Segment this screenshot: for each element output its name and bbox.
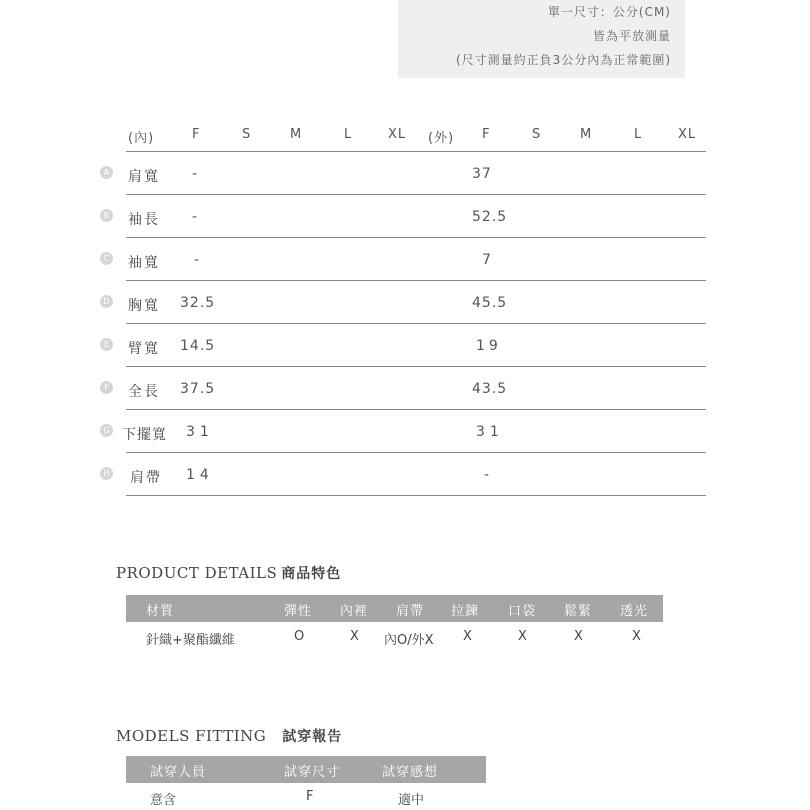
inner-f-value: - <box>192 209 199 225</box>
value-material: 針織+聚酯纖維 <box>146 633 235 648</box>
value-model: 意含 <box>150 793 177 808</box>
inner-f-value: 14 <box>186 467 214 483</box>
header-fit-size: 試穿尺寸 <box>284 765 341 780</box>
size-row <box>103 195 706 238</box>
measure-name: 袖長 <box>128 212 160 228</box>
size-table-header <box>126 120 706 152</box>
value-sheerness: X <box>632 629 641 644</box>
outer-size-l: L <box>634 127 643 142</box>
size-row <box>103 410 706 453</box>
size-row <box>103 453 706 496</box>
size-row <box>103 238 706 281</box>
inner-label: (內) <box>128 131 155 146</box>
header-zipper: 拉鍊 <box>451 604 480 619</box>
value-elastic-band: X <box>574 629 583 644</box>
product-details-title-zh: 商品特色 <box>281 566 342 582</box>
header-fit-feeling: 試穿感想 <box>382 765 439 780</box>
badge-b-icon: B <box>100 209 113 222</box>
header-elasticity: 彈性 <box>284 604 313 619</box>
badge-g-icon: G <box>100 424 113 437</box>
product-details-title-en: PRODUCT DETAILS <box>116 564 278 582</box>
size-row <box>103 152 706 195</box>
size-row <box>103 324 706 367</box>
value-pocket: X <box>518 629 527 644</box>
outer-size-s: S <box>532 127 542 142</box>
models-fitting-header <box>126 756 486 783</box>
outer-f-value: 31 <box>476 424 504 440</box>
measure-name: 肩帶 <box>130 470 162 486</box>
note-tolerance: (尺寸測量約正負3公分內為正常範圍) <box>456 53 671 67</box>
header-pocket: 口袋 <box>508 604 537 619</box>
models-fitting-title <box>116 726 342 746</box>
inner-f-value: 31 <box>186 424 214 440</box>
badge-a-icon: A <box>100 166 113 179</box>
inner-size-s: S <box>242 127 252 142</box>
outer-f-value: 43.5 <box>472 381 508 397</box>
models-fitting-title-en: MODELS FITTING <box>116 727 267 745</box>
models-fitting-values <box>126 789 486 809</box>
outer-label: (外) <box>428 131 455 146</box>
header-sheerness: 透光 <box>620 604 649 619</box>
header-strap: 肩帶 <box>396 604 425 619</box>
models-fitting-title-zh: 試穿報告 <box>282 729 343 745</box>
outer-f-value: 37 <box>472 166 492 182</box>
value-lining: X <box>350 629 359 644</box>
size-table <box>103 120 706 496</box>
outer-f-value: 45.5 <box>472 295 508 311</box>
badge-e-icon: E <box>100 338 113 351</box>
badge-f-icon: F <box>100 381 113 394</box>
measurement-note <box>398 0 685 78</box>
inner-f-value: - <box>192 166 199 182</box>
value-fit-size: F <box>306 789 314 804</box>
badge-h-icon: H <box>100 467 113 480</box>
header-model: 試穿人員 <box>150 765 207 780</box>
value-elasticity: O <box>294 629 305 644</box>
badge-d-icon: D <box>100 295 113 308</box>
outer-size-xl: XL <box>678 127 697 142</box>
measure-name: 肩寬 <box>128 169 160 185</box>
size-row <box>104 367 706 410</box>
header-lining: 內裡 <box>340 604 369 619</box>
inner-f-value: 14.5 <box>180 338 216 354</box>
inner-size-f: F <box>192 127 201 142</box>
note-method: 皆為平放測量 <box>592 29 671 43</box>
measure-name: 臂寬 <box>128 341 160 357</box>
inner-f-value: - <box>194 252 201 268</box>
inner-size-l: L <box>344 127 353 142</box>
outer-size-f: F <box>482 127 491 142</box>
value-strap: 內O/外X <box>384 633 434 648</box>
measure-name: 胸寬 <box>128 298 160 314</box>
measure-name: 全長 <box>128 384 160 400</box>
outer-size-m: M <box>580 127 593 142</box>
size-row <box>103 281 706 324</box>
header-material: 材質 <box>146 604 175 619</box>
product-details-header <box>126 595 663 622</box>
outer-f-value: - <box>484 467 491 483</box>
value-fit-feeling: 適中 <box>398 793 425 808</box>
inner-f-value: 37.5 <box>180 381 216 397</box>
outer-f-value: 19 <box>476 338 502 354</box>
inner-f-value: 32.5 <box>180 295 216 311</box>
badge-c-icon: C <box>100 252 113 265</box>
measure-name: 下擺寬 <box>122 427 167 443</box>
measure-name: 袖寬 <box>128 255 160 271</box>
inner-size-xl: XL <box>388 127 407 142</box>
outer-f-value: 7 <box>482 252 492 268</box>
value-zipper: X <box>463 629 472 644</box>
product-details-values <box>126 629 663 649</box>
inner-size-m: M <box>290 127 303 142</box>
product-details-title <box>116 563 341 583</box>
note-unit: 單一尺寸：公分(CM) <box>547 5 671 19</box>
outer-f-value: 52.5 <box>472 209 508 225</box>
header-elastic-band: 鬆緊 <box>564 604 593 619</box>
